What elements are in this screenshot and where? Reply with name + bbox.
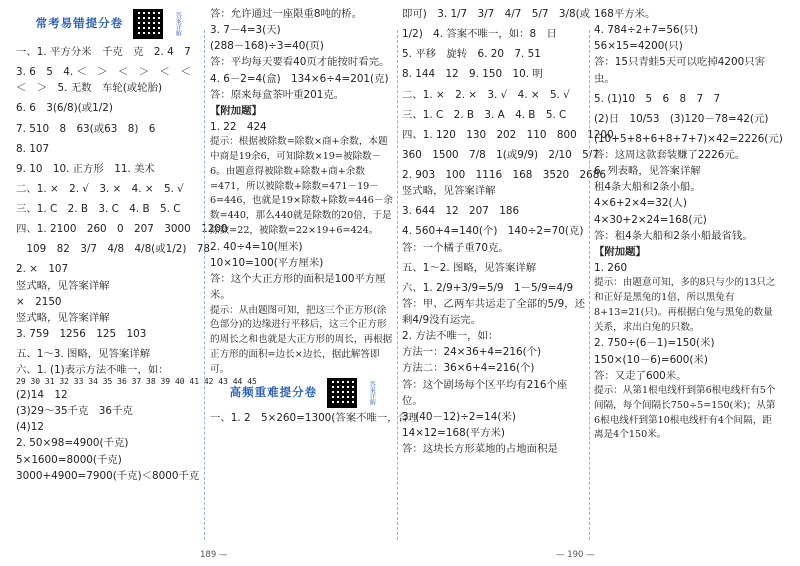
- answer-line: 答：这个大正方形的面积是100平方厘米。: [210, 273, 386, 302]
- answer-line: 3. 644 12 207 186: [402, 205, 520, 218]
- answer-line: 6. 列表略，见答案详解: [594, 165, 701, 178]
- qr-code-icon: [133, 9, 163, 39]
- answer-line: 7. 510 8 63(或63 8) 6: [16, 122, 156, 135]
- answer-line: 168平方米。: [594, 8, 656, 20]
- column-divider: [397, 30, 398, 540]
- section-title: 常考易错提分卷: [35, 16, 124, 31]
- answer-line: 六、1. 2/9+3/9=5/9 1－5/9=4/9: [402, 281, 574, 294]
- answer-line: 答：甲、乙两车共运走了全部的5/9，还剩4/9没有运完。: [402, 297, 585, 326]
- answer-line: 4. 6－2=4(盒) 134×6÷4=201(克): [210, 72, 389, 85]
- answer-line: 答：这块长方形菜地的占地面积是: [402, 443, 558, 455]
- answer-line: 360 1500 7/8 1(或9/9) 2/10 5/7: [402, 148, 599, 161]
- answer-line: 答：原来每盒茶叶重201克。: [210, 88, 345, 101]
- answer-line: 3000+4900=7900(千克)＜8000千克: [16, 469, 200, 482]
- answer-line: 五、1～2. 图略，见答案详解: [402, 261, 537, 274]
- answer-line: 56×15=4200(只): [594, 40, 683, 53]
- answer-line: 二、1. × 2. √ 3. × 4. × 5. √: [16, 182, 184, 195]
- answer-line: (10+5+8+6+8+7+7)×42=2226(元): [594, 132, 783, 145]
- column-4: [594, 6, 783, 540]
- hint-paragraph: 提示：从第1根电线杆到第6根电线杆有5个间隔，每个间隔长750÷5=150(米)；从第6根电线杆到第10根电线杆有4个间隔，距离是4个150米。: [594, 384, 776, 441]
- answer-line: 竖式略，见答案详解: [16, 311, 110, 324]
- hint-paragraph: 提示：从由题图可知，把这三个正方形(涂色部分)的边缘进行平移后，这三个正方形的周长之和也就是大正方形的周长，再根据正方形的面积=边长×边长，据此解答即可。: [210, 304, 393, 375]
- page-number-left: 189 —: [200, 550, 228, 560]
- extra-section-heading: 【附加题】: [594, 245, 646, 258]
- answer-line: 4. 784÷2+7=56(只): [594, 24, 699, 37]
- answer-line: (288－168)÷3=40(页): [210, 40, 324, 53]
- section-title: 高频重难提分卷: [229, 384, 318, 399]
- section-title-block: [210, 378, 396, 408]
- answer-line: 答：这个剧场每个区平均有216个座位。: [402, 378, 568, 407]
- answer-line: 109 82 3/7 4/8 4/8(或1/2) 78: [16, 243, 211, 256]
- tally-chart-axis: 29 30 31 32 33 34 35 36 37 38 39 40 41 42 43 44 45: [16, 377, 257, 387]
- answer-line: 3. 6 5 4. ＜ ＞ ＜ ＞ ＜ ＜: [16, 66, 191, 79]
- answer-line: 2. × 107: [16, 263, 69, 276]
- page-number: 190: [567, 550, 584, 560]
- column-divider: [589, 30, 590, 540]
- answer-line: 2. 50×98=4900(千克): [16, 437, 129, 450]
- answer-line: 答：一个橘子重70克。: [402, 241, 509, 254]
- answer-line: 答：租4条大船和2条小船最省钱。: [594, 229, 753, 242]
- answer-line: 5. 平移 旋转 6. 20 7. 51: [402, 48, 541, 61]
- page-number-right: — 190 —: [556, 550, 595, 560]
- answer-line: 4×6+2×4=32(人): [594, 197, 687, 210]
- answer-line: 四、1. 120 130 202 110 800 1200: [402, 128, 614, 141]
- answer-line: 5×1600=8000(千克): [16, 453, 122, 466]
- answer-line: 4×30+2×24=168(元): [594, 213, 707, 226]
- answer-line: 6. 6 3(6/8)(或1/2): [16, 102, 113, 115]
- answer-line: 二、1. × 2. × 3. √ 4. × 5. √: [402, 88, 570, 101]
- qr-label: 答案详解: [368, 380, 376, 405]
- answer-line: 2. 750÷(6－1)=150(米): [594, 337, 715, 350]
- answer-line: 1. 260: [594, 261, 628, 274]
- answer-line: 三、1. C 2. B 3. A 4. B 5. C: [402, 108, 567, 121]
- answer-line: 14×12=168(平方米): [402, 426, 505, 439]
- answer-line: ＜ ＞ 5. 无数 车轮(或轮胎): [16, 82, 163, 95]
- answer-line: 2. 方法不唯一，如：: [402, 330, 499, 343]
- answer-line: (2)14 12: [16, 389, 68, 402]
- answer-line: 4. 560+4=140(个) 140÷2=70(克): [402, 225, 584, 238]
- answer-line: 3. (40－12)÷2=14(米): [402, 410, 516, 423]
- answer-line: 答：这周这款套装赚了2226元。: [594, 149, 746, 161]
- answer-line: (4)12: [16, 421, 44, 434]
- qr-code-icon: [327, 378, 357, 408]
- answer-line: 答：15只青蛙5天可以吃掉4200只害虫。: [594, 56, 765, 85]
- section-title-block: [16, 6, 202, 42]
- answer-line: 六、1. (1)表示方法不唯一，如：: [16, 364, 169, 377]
- answer-line: 答：平均每天要看40页才能按时看完。: [210, 56, 390, 69]
- answer-line: 3. 759 1256 125 103: [16, 327, 147, 340]
- answer-line: 2. 903 100 1116 168 3520 2686: [402, 169, 606, 181]
- answer-line: 三、1. C 2. B 3. C 4. B 5. C: [16, 203, 181, 215]
- answer-line: 10×10=100(平方厘米): [210, 257, 324, 270]
- qr-label: 答案详解: [174, 12, 182, 36]
- answer-line: 一、1. 平方分米 千克 克 2. 4 7: [16, 46, 191, 58]
- column-divider: [204, 30, 205, 540]
- answer-line: × 2150: [16, 295, 62, 308]
- answer-line: 四、1. 2100 260 0 207 3000 1200: [16, 223, 228, 236]
- answer-line: 1/2) 4. 答案不唯一，如：8 日: [402, 28, 557, 41]
- extra-section-heading: 【附加题】: [210, 104, 262, 117]
- answer-line: 竖式略，见答案详解: [402, 185, 496, 198]
- answer-line: 9. 10 10. 正方形 11. 美术: [16, 162, 155, 175]
- answer-line: 8. 107: [16, 142, 50, 155]
- answer-line: 租4条大船和2条小船。: [594, 181, 701, 194]
- answer-line: 答：允许通过一座限重8吨的桥。: [210, 8, 363, 20]
- answer-line: 五、1～3. 图略，见答案详解: [16, 348, 151, 360]
- answer-line: 即可) 3. 1/7 3/7 4/7 5/7 3/8(或: [402, 8, 591, 20]
- answer-line: 2. 40÷4=10(厘米): [210, 241, 303, 254]
- hint-paragraph: 提示：根据被除数=除数×商+余数，本题中商是19余6，可知除数×19=被除数－6。由题意得被除数+除数+商+余数=471，所以被除数+除数=471－19－6=446，也就是19×除数+除数=446－余数=440，那么440就是除数的20倍，于是除数=22，被除数=22×19+6=424。: [210, 136, 394, 237]
- answer-line: 3. 7－4=3(天): [210, 24, 281, 37]
- answer-line: 方法二：36×6+4=216(个): [402, 362, 535, 375]
- answer-line: 方法一：24×36+4=216(个): [402, 346, 542, 359]
- answer-line: 8. 144 12 9. 150 10. 明: [402, 68, 543, 81]
- column-2: [210, 6, 419, 540]
- answer-line: 竖式略，见答案详解: [16, 279, 110, 292]
- answer-line: 一、1. 2 5×260=1300(答案不唯一，合理: [210, 411, 419, 424]
- hint-paragraph: 提示：由题意可知，多的8只与少的13只之和正好是黑兔的1倍，所以黑兔有8+13=21(只)。再根据白兔与黑兔的数量关系，求出白兔的只数。: [594, 277, 776, 333]
- answer-line: (3)29～35千克 36千克: [16, 405, 133, 418]
- answer-line: 150×(10－6)=600(米): [594, 353, 708, 366]
- answer-line: (2)日 10/53 (3)120－78=42(元): [594, 112, 769, 125]
- answer-line: 5. (1)10 5 6 8 7 7: [594, 92, 721, 105]
- answer-line: 1. 22 424: [210, 120, 267, 133]
- page-number: 189: [200, 550, 217, 560]
- answer-line: 答：又走了600米。: [594, 369, 687, 382]
